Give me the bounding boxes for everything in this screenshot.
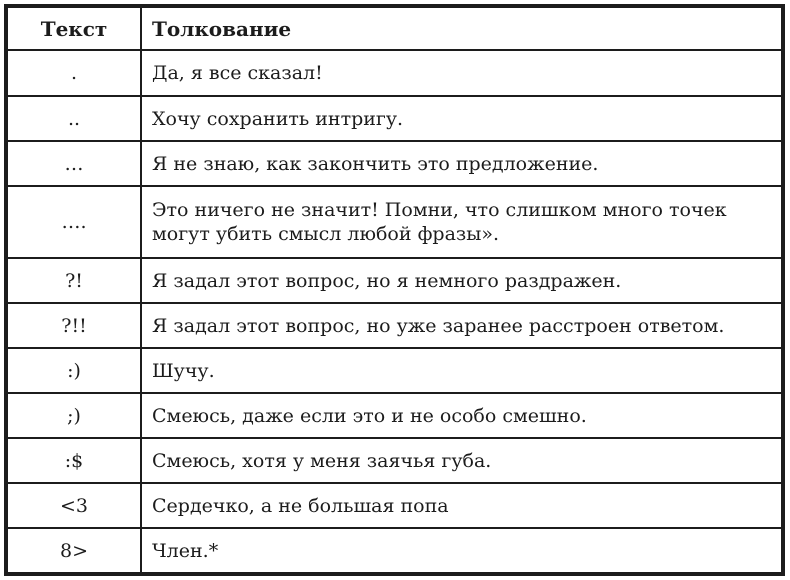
meaning-cell: Я задал этот вопрос, но уже заранее расстроен ответом. — [141, 303, 782, 348]
symbol-cell: ?!! — [7, 303, 141, 348]
symbol-cell: <3 — [7, 483, 141, 528]
symbol-cell: .. — [7, 96, 141, 141]
meaning-cell: Это ничего не значит! Помни, что слишком много точек могут убить смысл любой фразы». — [141, 186, 782, 258]
emoticon-table-frame — [4, 4, 785, 576]
meaning-cell: Смеюсь, хотя у меня заячья губа. — [141, 438, 782, 483]
symbol-cell: ?! — [7, 258, 141, 303]
meaning-cell: Я не знаю, как закончить это предложение. — [141, 141, 782, 186]
symbol-cell: ;) — [7, 393, 141, 438]
symbol-cell: 8> — [7, 528, 141, 573]
table-row — [7, 393, 782, 438]
emoticon-table — [6, 6, 783, 574]
meaning-cell: Смеюсь, даже если это и не особо смешно. — [141, 393, 782, 438]
table-row — [7, 186, 782, 258]
symbol-cell: . — [7, 50, 141, 96]
table-row — [7, 50, 782, 96]
meaning-cell: Да, я все сказал! — [141, 50, 782, 96]
table-row — [7, 303, 782, 348]
table-row — [7, 528, 782, 573]
table-row — [7, 438, 782, 483]
table-row — [7, 483, 782, 528]
meaning-cell: Сердечко, а не большая попа — [141, 483, 782, 528]
column-header-text: Текст — [7, 7, 141, 50]
table-row — [7, 141, 782, 186]
table-row — [7, 348, 782, 393]
symbol-cell: …. — [7, 186, 141, 258]
symbol-cell: :$ — [7, 438, 141, 483]
meaning-cell: Член.* — [141, 528, 782, 573]
column-header-meaning: Толкование — [141, 7, 782, 50]
symbol-cell: :) — [7, 348, 141, 393]
symbol-cell: … — [7, 141, 141, 186]
table-header-row — [7, 7, 782, 50]
table-row — [7, 258, 782, 303]
meaning-cell: Хочу сохранить интригу. — [141, 96, 782, 141]
meaning-cell: Я задал этот вопрос, но я немного раздражен. — [141, 258, 782, 303]
meaning-cell: Шучу. — [141, 348, 782, 393]
table-row — [7, 96, 782, 141]
